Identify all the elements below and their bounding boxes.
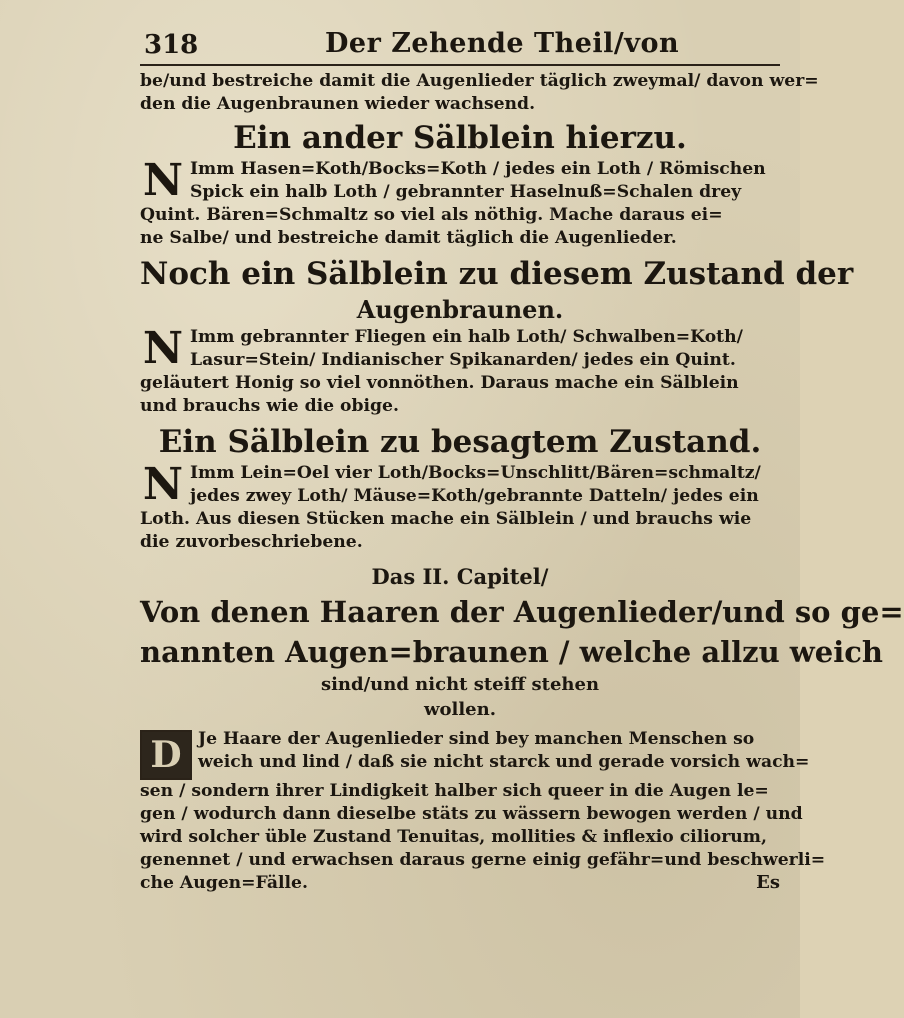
- text-line: che Augen=Fälle.: [140, 873, 308, 893]
- text-line: ne Salbe/ und bestreiche damit täglich die Augenlieder.: [140, 228, 677, 248]
- decorated-initial: D: [140, 730, 192, 780]
- text-line: und brauchs wie die obige.: [140, 396, 399, 416]
- text-line: Imm gebrannter Fliegen ein halb Loth/ Schwalben=Koth/: [190, 327, 743, 347]
- text-line: Imm Lein=Oel vier Loth/Bocks=Unschlitt/Bären=schmaltz/: [190, 463, 761, 483]
- text-line: weich und lind / daß sie nicht starck und gerade vorsich wach=: [198, 752, 810, 772]
- text-line: die zuvorbeschriebene.: [140, 532, 363, 552]
- paragraph-intro: [140, 70, 819, 116]
- section-heading: Ein ander Sälblein hierzu.: [233, 120, 687, 156]
- section-heading-continued: Augenbraunen.: [356, 295, 564, 324]
- running-title: Der Zehende Theil/von: [325, 28, 680, 59]
- text-line: den die Augenbraunen wieder wachsend.: [140, 94, 536, 114]
- chapter-title: Von denen Haaren der Augenlieder/und so ge=: [140, 595, 904, 629]
- text-line: wird solcher üble Zustand Tenuitas, mollities & inflexio ciliorum,: [140, 827, 767, 847]
- chapter-label: Das II. Capitel/: [371, 564, 549, 589]
- chapter-title: wollen.: [424, 699, 496, 720]
- text-line: jedes zwey Loth/ Mäuse=Koth/gebrannte Datteln/ jedes ein: [190, 486, 759, 506]
- text-line: be/und bestreiche damit die Augenlieder täglich zweymal/ davon wer=: [140, 71, 819, 91]
- paragraph-recipe-1: [140, 155, 780, 250]
- text-line: Loth. Aus diesen Stücken mache ein Sälblein / und brauchs wie: [140, 509, 752, 529]
- page-number: 318: [144, 30, 199, 60]
- text-line: geläutert Honig so viel vonnöthen. Daraus mache ein Sälblein: [140, 373, 739, 393]
- initial-letter: N: [142, 459, 184, 510]
- text-line: Lasur=Stein/ Indianischer Spikanarden/ jedes ein Quint.: [190, 350, 736, 370]
- section-heading: Noch ein Sälblein zu diesem Zustand der: [140, 256, 854, 292]
- initial-letter: N: [142, 155, 184, 206]
- running-head: [140, 24, 780, 66]
- catchword: Es: [756, 872, 780, 893]
- text-line: genennet / und erwachsen daraus gerne einig gefähr=und beschwerli=: [140, 850, 826, 870]
- initial-letter: N: [142, 323, 184, 374]
- text-block: [140, 24, 904, 893]
- text-line: Je Haare der Augenlieder sind bey manchen Menschen so: [198, 729, 755, 749]
- text-line: Imm Hasen=Koth/Bocks=Koth / jedes ein Loth / Römischen: [190, 159, 766, 179]
- text-line: sen / sondern ihrer Lindigkeit halber sich queer in die Augen le=: [140, 781, 769, 801]
- text-line: Quint. Bären=Schmaltz so viel als nöthig. Mache daraus ei=: [140, 205, 723, 225]
- paragraph-recipe-3: [140, 459, 780, 554]
- text-line: Spick ein halb Loth / gebrannter Haselnuß=Schalen drey: [190, 182, 742, 202]
- chapter-title: nannten Augen=braunen / welche allzu weich: [140, 635, 883, 669]
- text-line: gen / wodurch dann dieselbe stäts zu wässern bewogen werden / und: [140, 804, 803, 824]
- paragraph-chapter-body: [140, 728, 826, 895]
- paragraph-recipe-2: [140, 323, 780, 418]
- chapter-title: sind/und nicht steiff stehen: [320, 674, 600, 695]
- section-heading: Ein Sälblein zu besagtem Zustand.: [158, 424, 762, 460]
